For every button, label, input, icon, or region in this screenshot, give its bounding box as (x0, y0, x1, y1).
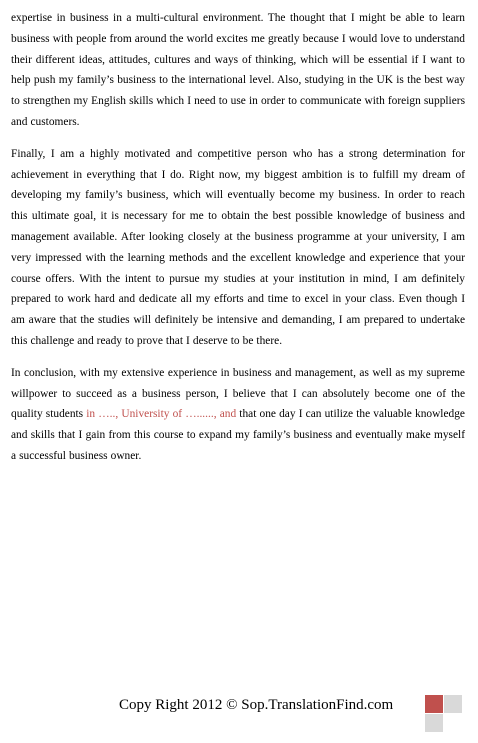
paragraph-motivation: Finally, I am a highly motivated and competitive person who has a strong determination for achievement in everything that I do. Right now, my biggest ambition is to fulfill my dream of developing my family’s business, which will eventually become my business. In order to reach this ultimate goal, it is necessary for me to obtain the best possible knowledge of business and management available. After looking closely at the business programme at your university, I am very impressed with the learning methods and the excellent knowledge and experience that your course offers. With the intent to pursue my studies at your institution in mind, I am definitely prepared to work hard and dedicate all my efforts and time to excel in your class. Even though I am aware that the studies will definitely be intensive and demanding, I am prepared to undertake this challenge and ready to prove that I deserve to be there. (11, 147, 465, 347)
conclusion-text-start: In conclusion, with my extensive experience in business and management, as well as my supreme willpower to succeed as a business person, I believe that I can absolutely become one of the quality students (11, 366, 465, 421)
document-page (11, 8, 465, 467)
logo-square-grey-icon (444, 695, 462, 713)
paragraph-study-abroad: expertise in business in a multi-cultural environment. The thought that I might be able to learn business with people from around the world excites me greatly because I would love to understand their different ideas, attitudes, cultures and ways of thinking, which will be essential if I want to help push my family’s business to the international level. Also, studying in the UK is the best way to strengthen my English skills which I need to use in order to communicate with foreign suppliers and customers. (11, 12, 465, 128)
page-footer (0, 690, 478, 740)
paragraph-conclusion (11, 363, 465, 467)
logo-square-red-icon (425, 695, 443, 713)
logo-square-grey-icon (425, 714, 443, 732)
placeholder-university-text: in ….., University of …......, and (86, 408, 237, 421)
copyright-text: Copy Right 2012 © Sop.TranslationFind.com (119, 697, 394, 713)
conclusion-text-end: that one day I can utilize the valuable knowledge and skills that I gain from this course to expand my family’s business and eventually make myself a successful business owner. (11, 408, 465, 462)
